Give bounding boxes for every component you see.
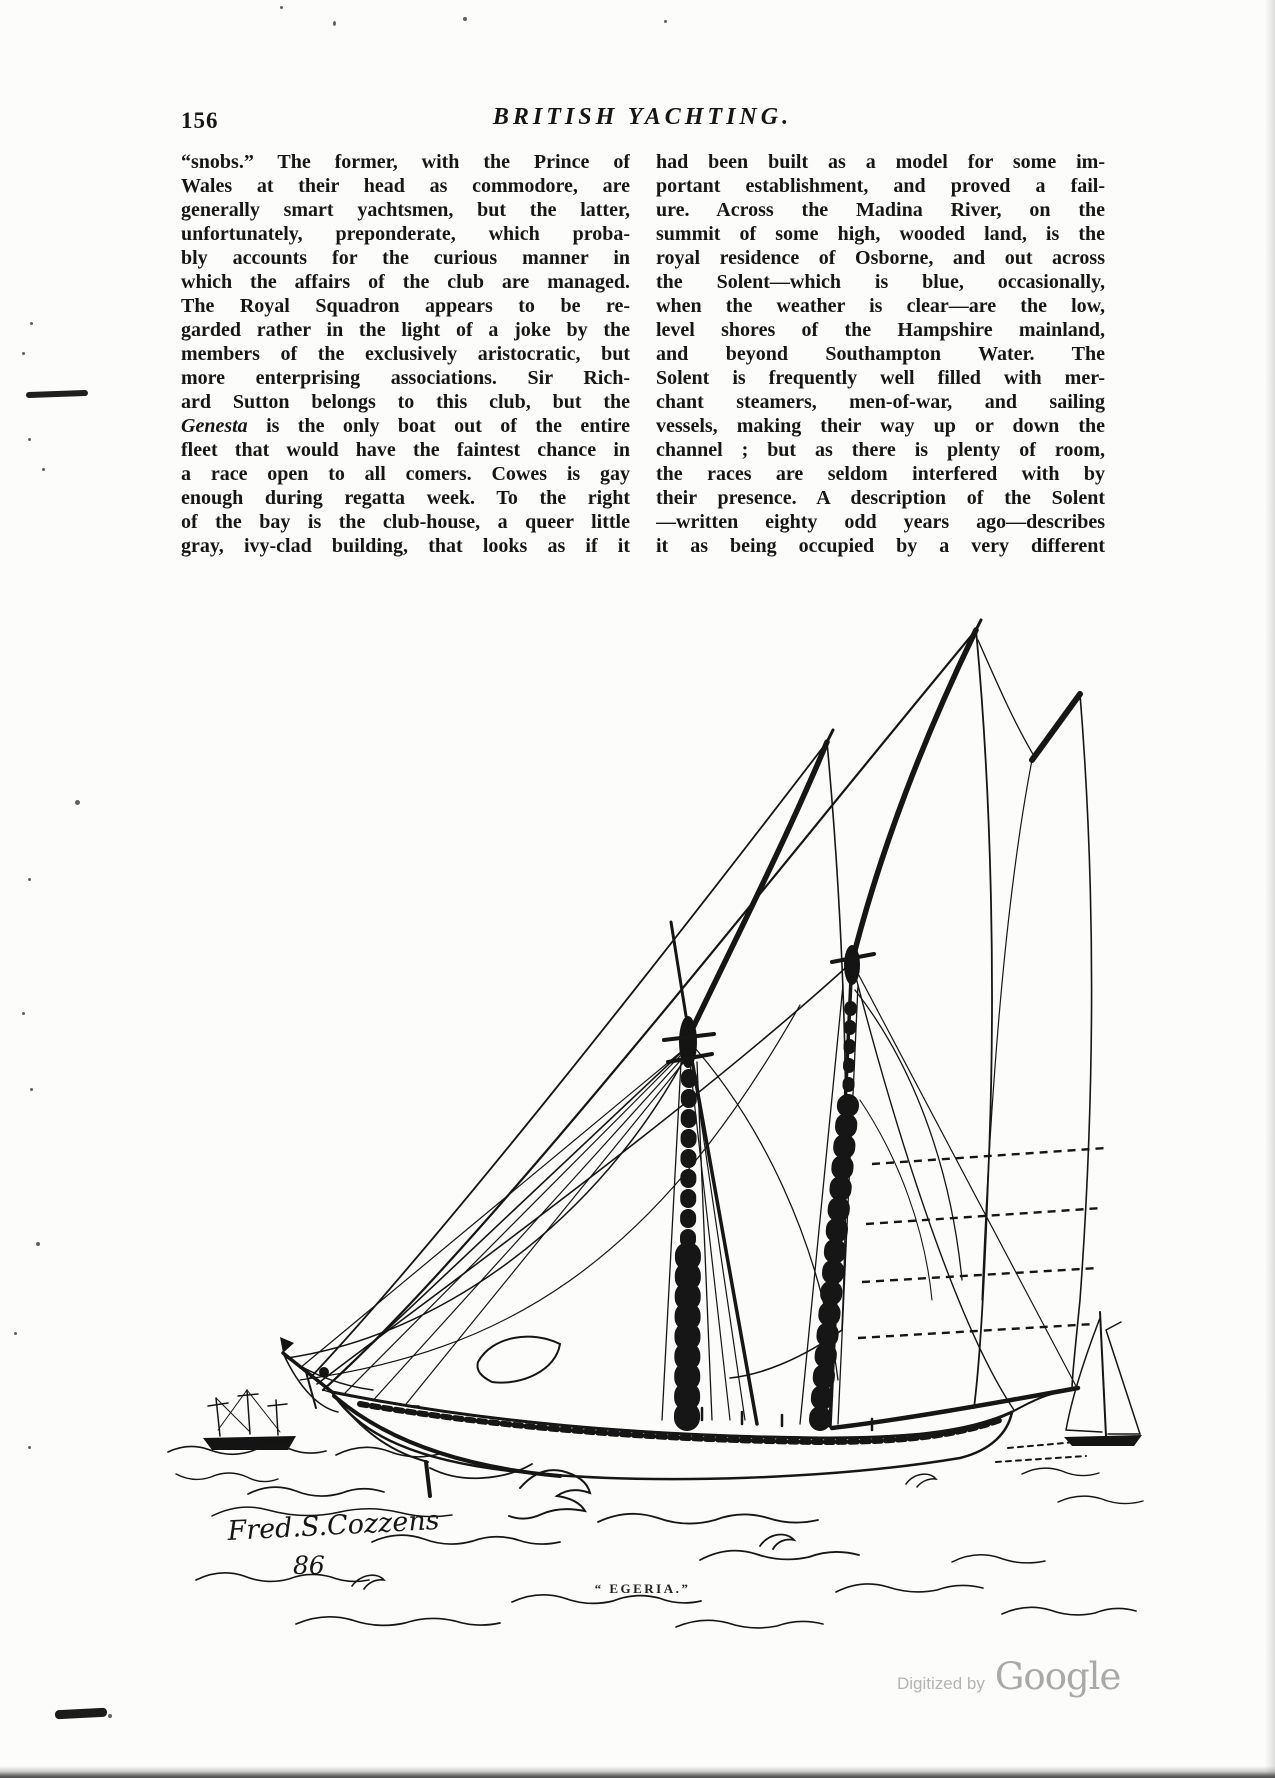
scan-speck	[28, 1446, 31, 1449]
scan-ink-mark	[26, 390, 88, 398]
wave-line	[1002, 1607, 1136, 1615]
text-line: the races are seldom interfered with by	[656, 463, 1105, 485]
scan-speck	[664, 20, 667, 23]
scan-speck	[28, 878, 31, 881]
text-column-right	[656, 150, 1105, 558]
wave-line	[1058, 1496, 1143, 1503]
mainsail-leech	[974, 630, 992, 1408]
yacht	[280, 620, 1106, 1496]
text-line: enough during regatta week. To the right	[181, 487, 630, 509]
sailboat-hull	[1064, 1435, 1142, 1446]
topsail-foot	[978, 640, 1034, 756]
scan-speck	[333, 21, 336, 26]
scan-speck	[14, 1332, 17, 1335]
fore-topmast	[671, 922, 686, 1016]
signature-name: Fred.S.Cozzens	[226, 1504, 441, 1547]
jib-leech	[287, 1052, 688, 1358]
head-stays	[300, 630, 976, 1414]
main-topmast	[852, 630, 976, 962]
scan-speck	[36, 1242, 40, 1246]
text-line: summit of some high, wooded land, is the	[656, 223, 1105, 245]
scan-speck	[22, 1012, 25, 1015]
wave-line	[296, 1617, 500, 1626]
page-number: 156	[181, 108, 219, 133]
fore-gaff	[688, 742, 827, 1038]
text-line: —written eighty odd years ago—describes	[656, 511, 1105, 533]
text-line: royal residence of Osborne, and out across	[656, 247, 1105, 269]
text-line: bly accounts for the curious manner in	[181, 247, 630, 269]
wave-line	[176, 1473, 278, 1482]
fore-gaff-tip	[827, 730, 833, 742]
aft-gaff	[1032, 694, 1080, 760]
fore-ratlines	[687, 1244, 688, 1418]
text-column-left	[181, 150, 630, 558]
text-line: The Royal Squadron appears to be re-	[181, 295, 630, 317]
scan-speck	[463, 17, 467, 21]
text-line: Wales at their head as commodore, are	[181, 175, 630, 197]
text-line: gray, ivy-clad building, that looks as if it	[181, 535, 630, 557]
text-line: which the affairs of the club are managed.	[181, 271, 630, 293]
main-boom	[832, 1388, 1078, 1428]
text-line: channel ; but as there is plenty of room,	[656, 439, 1105, 461]
text-line: more enterprising associations. Sir Rich-	[181, 367, 630, 389]
reef-row	[866, 1208, 1102, 1224]
text-line: the Solent—which is blue, occasionally,	[656, 271, 1105, 293]
illustration-caption: “ EGERIA.”	[594, 1581, 691, 1596]
text-line: ure. Across the Madina River, on the	[656, 199, 1105, 221]
wave-line	[952, 1555, 1045, 1563]
page-title: BRITISH YACHTING.	[492, 104, 793, 130]
bow-pennant	[280, 1337, 294, 1353]
hanging-weight	[426, 1462, 430, 1496]
breaking-crest	[509, 1470, 590, 1518]
sailboat-main	[1106, 1322, 1140, 1434]
distant-sailboat	[1064, 1312, 1142, 1446]
stay-line	[323, 1046, 688, 1390]
text-line: Genesta is the only boat out of the entire	[181, 415, 630, 437]
page-edge-shadow-right	[1265, 0, 1275, 1778]
deck-dinghy	[478, 1337, 560, 1383]
bow-fitting	[319, 1367, 329, 1377]
stay-line	[323, 630, 976, 1390]
text-line: and beyond Southampton Water. The	[656, 343, 1105, 365]
text-line: ard Sutton belongs to this club, but the	[181, 391, 630, 413]
reef-row	[858, 1324, 1094, 1338]
wave-line	[700, 1551, 859, 1560]
text-line: garded rather in the light of a joke by the	[181, 319, 630, 341]
stay-line	[310, 742, 827, 1378]
scan-speck	[30, 1088, 33, 1091]
text-line: vessels, making their way up or down the	[656, 415, 1105, 437]
fore-ratlines	[688, 1066, 689, 1240]
text-line: chant steamers, men-of-war, and sailing	[656, 391, 1105, 413]
scan-speck	[28, 438, 31, 441]
steamer-hull	[203, 1436, 296, 1450]
foremast-rigging	[662, 730, 846, 1424]
text-line: had been built as a model for some im-	[656, 151, 1105, 173]
wave-line	[1022, 1468, 1099, 1475]
scan-speck	[30, 322, 33, 325]
scan-speck	[108, 1714, 112, 1718]
text-line: of the bay is the club-house, a queer little	[181, 511, 630, 533]
text-line: fleet that would have the faintest chance in	[181, 439, 630, 461]
scan-speck	[75, 800, 80, 805]
reef-row	[862, 1268, 1098, 1282]
wave-curl	[906, 1474, 936, 1487]
scan-speck	[280, 6, 283, 9]
digitized-by-text: Digitized by	[897, 1674, 985, 1693]
wave-line	[676, 1620, 823, 1628]
main-crosstrees	[844, 945, 860, 985]
wave-line	[598, 1514, 818, 1524]
artist-signature	[212, 1505, 452, 1580]
wave-curl	[760, 1534, 794, 1549]
text-line: generally smart yachtsmen, but the latter,	[181, 199, 630, 221]
scan-smudge	[55, 1708, 107, 1720]
google-logo: Google	[994, 1655, 1121, 1698]
wave-line	[248, 1487, 384, 1496]
text-line: when the weather is clear—are the low,	[656, 295, 1105, 317]
main-ratlines	[848, 992, 851, 1105]
aft-sail-leech	[1072, 694, 1092, 1390]
text-line: it as being occupied by a very different	[656, 535, 1105, 557]
topping-lift	[854, 966, 1076, 1386]
text-line: level shores of the Hampshire mainland,	[656, 319, 1105, 341]
main-topmast-tip	[976, 620, 981, 630]
yacht-illustration	[0, 556, 1275, 1648]
distant-steamer	[203, 1390, 296, 1450]
text-line: portant establishment, and proved a fail-	[656, 175, 1105, 197]
text-line: unfortunately, preponderate, which proba-	[181, 223, 630, 245]
staysail-curve	[688, 1040, 838, 1380]
backstay	[852, 962, 1014, 1410]
sailboat-jib	[1066, 1318, 1102, 1432]
signature-year: 86	[293, 1551, 325, 1580]
text-line: members of the exclusively aristocratic, but	[181, 343, 630, 365]
jib-leech	[300, 1005, 800, 1380]
sailboat-mast	[1100, 1312, 1106, 1436]
text-line: a race open to all comers. Cowes is gay	[181, 463, 630, 485]
mainmast-rigging	[800, 620, 1106, 1428]
scan-speck	[22, 352, 25, 355]
text-line: “snobs.” The former, with the Prince of	[181, 151, 630, 173]
text-line: their presence. A description of the Solent	[656, 487, 1105, 509]
digitized-by-watermark	[897, 1655, 1120, 1698]
scan-speck	[42, 468, 45, 471]
text-line: Solent is frequently well filled with mer-	[656, 367, 1105, 389]
page-edge-shadow-bottom	[0, 1766, 1275, 1778]
